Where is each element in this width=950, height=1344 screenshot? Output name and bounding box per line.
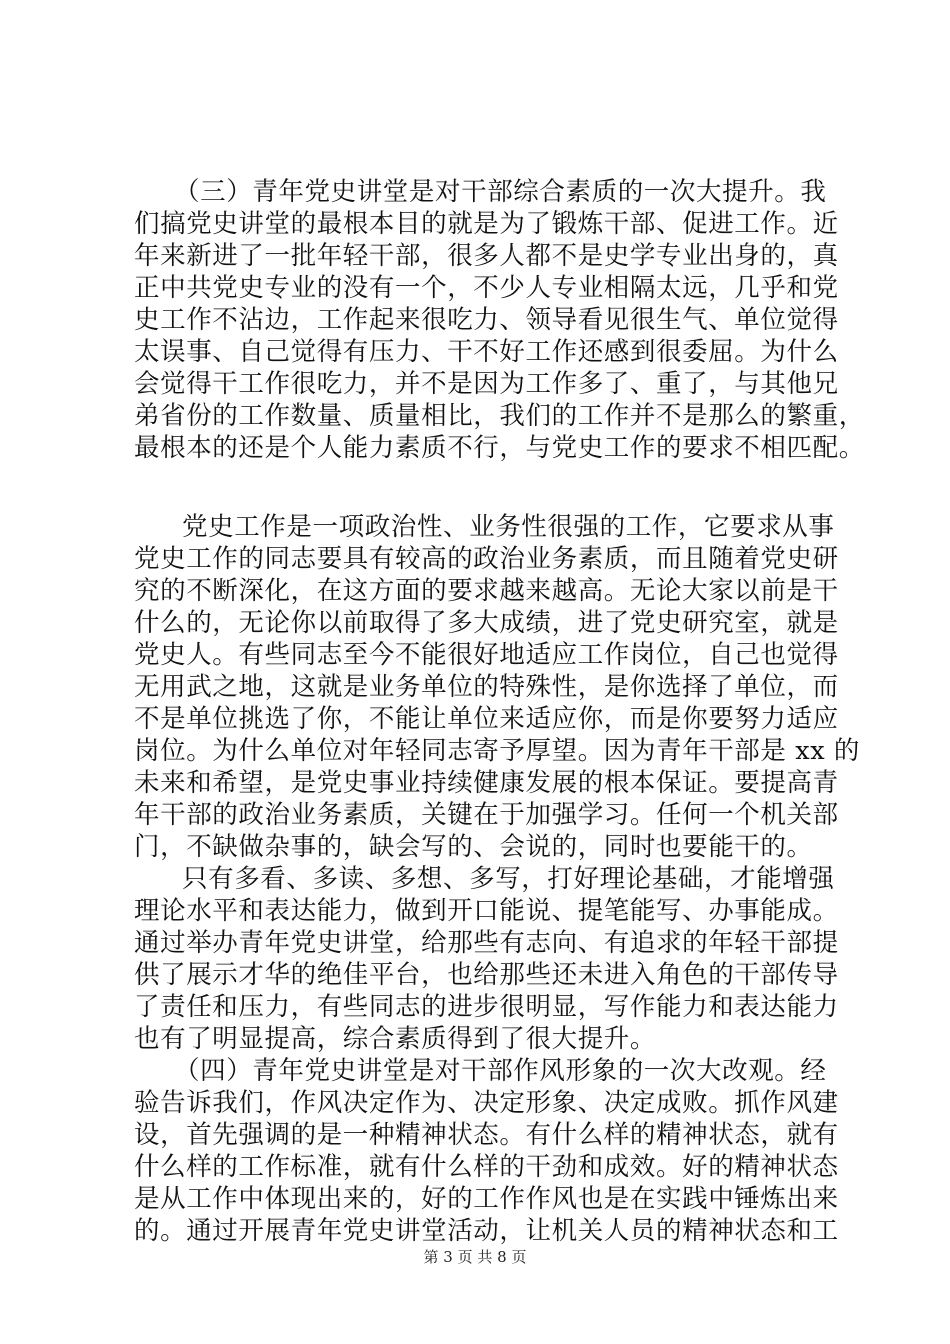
paragraph-line: 不是单位挑选了你，不能让单位来适应你，而是你要努力适应 — [134, 704, 839, 734]
paragraph-line: 正中共党史专业的没有一个，不少人专业相隔太远，几乎和党 — [134, 273, 839, 303]
paragraph-line: 党史人。有些同志至今不能很好地适应工作岗位，自己也觉得 — [134, 640, 839, 670]
paragraph-first-line: （三）青年党史讲堂是对干部综合素质的一次大提升。我 — [174, 177, 827, 207]
paragraph-line: 是从工作中体现出来的，好的工作作风也是在实践中锤炼出来 — [134, 1184, 839, 1214]
paragraph-first-line: 党史工作是一项政治性、业务性很强的工作，它要求从事 — [182, 512, 835, 542]
paragraph-line: 通过举办青年党史讲堂，给那些有志向、有追求的年轻干部提 — [134, 928, 839, 958]
paragraph-line: 无用武之地，这就是业务单位的特殊性，是你选择了单位，而 — [134, 672, 839, 702]
paragraph-line: 供了展示才华的绝佳平台，也给那些还未进入角色的干部传导 — [134, 960, 839, 990]
paragraph-line: 党史工作的同志要具有较高的政治业务素质，而且随着党史研 — [134, 544, 839, 574]
page-footer: 第 3 页 共 8 页 — [423, 1248, 527, 1266]
paragraph-line: 门，不缺做杂事的，缺会写的、会说的，同时也要能干的。 — [134, 832, 813, 862]
paragraph-line: 验告诉我们，作风决定作为、决定形象、决定成败。抓作风建 — [134, 1088, 839, 1118]
paragraph-line: 什么样的工作标准，就有什么样的干劲和成效。好的精神状态 — [134, 1152, 839, 1182]
paragraph-first-line: （四）青年党史讲堂是对干部作风形象的一次大改观。经 — [174, 1056, 827, 1086]
paragraph-line: 会觉得干工作很吃力，并不是因为工作多了、重了，与其他兄 — [134, 369, 839, 399]
paragraph-line: 什么的，无论你以前取得了多大成绩，进了党史研究室，就是 — [134, 608, 839, 638]
paragraph-line: 最根本的还是个人能力素质不行，与党史工作的要求不相匹配。 — [134, 433, 865, 463]
paragraph-line: 年干部的政治业务素质，关键在于加强学习。任何一个机关部 — [134, 800, 839, 830]
paragraph-line: 年来新进了一批年轻干部，很多人都不是史学专业出身的，真 — [134, 241, 839, 271]
paragraph-line: 究的不断深化，在这方面的要求越来越高。无论大家以前是干 — [134, 576, 839, 606]
paragraph-line: 了责任和压力，有些同志的进步很明显，写作能力和表达能力 — [134, 992, 839, 1022]
paragraph-line: 们搞党史讲堂的最根本目的就是为了锻炼干部、促进工作。近 — [134, 209, 839, 239]
paragraph-line: 也有了明显提高，综合素质得到了很大提升。 — [134, 1024, 657, 1054]
paragraph-line: 弟省份的工作数量、质量相比，我们的工作并不是那么的繁重， — [134, 401, 865, 431]
paragraph-line: 岗位。为什么单位对年轻同志寄予厚望。因为青年干部是 xx 的 — [134, 736, 860, 766]
paragraph-line: 设，首先强调的是一种精神状态。有什么样的精神状态，就有 — [134, 1120, 839, 1150]
paragraph-line: 太误事、自己觉得有压力、干不好工作还感到很委屈。为什么 — [134, 337, 839, 367]
paragraph-line: 未来和希望，是党史事业持续健康发展的根本保证。要提高青 — [134, 768, 839, 798]
paragraph-line: 的。通过开展青年党史讲堂活动，让机关人员的精神状态和工 — [134, 1216, 839, 1246]
paragraph-line: 理论水平和表达能力，做到开口能说、提笔能写、办事能成。 — [134, 896, 839, 926]
paragraph-first-line: 只有多看、多读、多想、多写，打好理论基础，才能增强 — [182, 864, 835, 894]
paragraph-line: 史工作不沾边，工作起来很吃力、领导看见很生气、单位觉得 — [134, 305, 839, 335]
